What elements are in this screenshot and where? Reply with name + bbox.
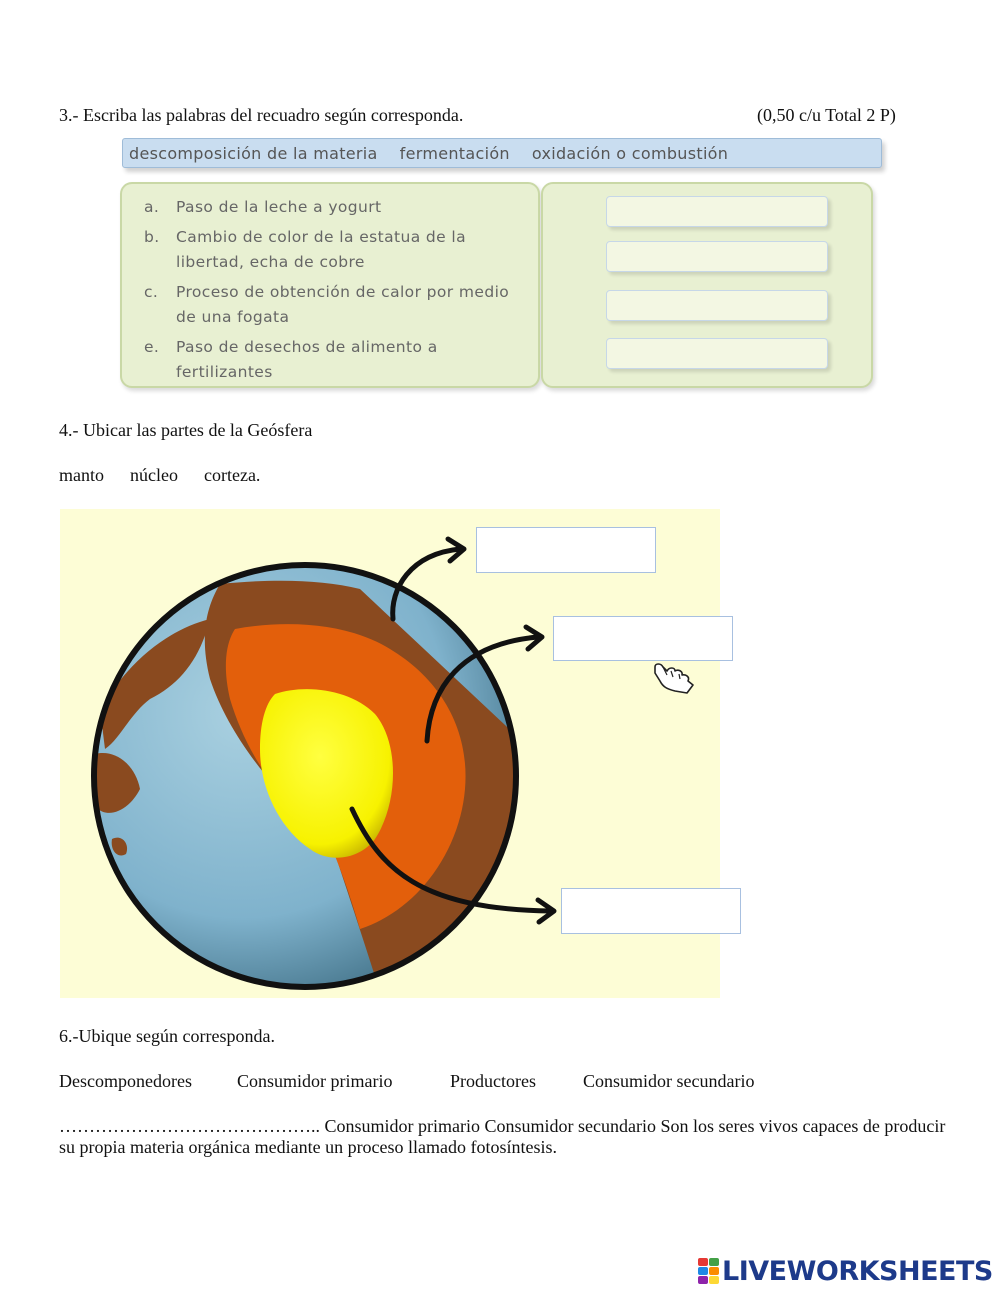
geosphere-label-input-3[interactable]	[561, 888, 741, 934]
answer-input-c[interactable]	[606, 290, 828, 321]
word-bank-item[interactable]: Descomponedores	[59, 1071, 192, 1091]
q3-item-b	[144, 225, 524, 275]
q3-item-a	[144, 195, 524, 220]
item-text: Cambio de color de la estatua de la libertad, echa de cobre	[176, 228, 467, 271]
brand-text: LIVEWORKSHEETS	[722, 1255, 993, 1287]
word-bank-item[interactable]: Productores	[450, 1071, 536, 1091]
word-bank-item: núcleo	[130, 465, 178, 485]
q3-points: (0,50 c/u Total 2 P)	[757, 105, 896, 125]
q6-word-bank	[0, 1071, 1000, 1095]
geosphere-label-input-1[interactable]	[476, 527, 656, 573]
answer-input-b[interactable]	[606, 241, 828, 272]
q4-word-bank	[59, 465, 282, 486]
q4-title: 4.- Ubicar las partes de la Geósfera	[59, 420, 313, 440]
q3-items-panel	[120, 182, 540, 388]
word-bank-item: fermentación	[399, 143, 510, 163]
q3-item-e	[144, 335, 524, 385]
item-text: Paso de la leche a yogurt	[176, 198, 382, 216]
item-text: Proceso de obtención de calor por medio de una fogata	[176, 283, 510, 326]
answer-input-a[interactable]	[606, 196, 828, 227]
geosphere-label-input-2[interactable]	[553, 616, 733, 661]
q3-word-bank	[122, 138, 882, 168]
item-letter: b.	[144, 228, 160, 246]
word-bank-item: oxidación o combustión	[531, 143, 729, 163]
word-bank-item: descomposición de la materia	[129, 143, 378, 163]
item-letter: a.	[144, 198, 160, 216]
q3-title: 3.- Escriba las palabras del recuadro según corresponda.	[59, 105, 464, 125]
liveworksheets-brand	[698, 1254, 993, 1288]
drag-hand-icon[interactable]	[651, 661, 699, 695]
item-letter: e.	[144, 338, 160, 356]
word-bank-item[interactable]: Consumidor primario	[237, 1071, 393, 1091]
word-bank-item[interactable]: Consumidor secundario	[583, 1071, 755, 1091]
answer-input-e[interactable]	[606, 338, 828, 369]
q6-title: 6.-Ubique según corresponda.	[59, 1026, 275, 1046]
item-text: Paso de desechos de alimento a fertilizantes	[176, 338, 438, 381]
q3-answers-panel	[541, 182, 873, 388]
liveworksheets-logo-icon	[698, 1258, 719, 1284]
item-letter: c.	[144, 283, 159, 301]
word-bank-item: corteza.	[203, 465, 261, 485]
q3-item-c	[144, 280, 524, 330]
q6-paragraph: …………………………………….. Consumidor primario Consumidor secundario Son los seres vivos capaces de producir su propia materia orgánica mediante un proceso llamado fotosíntesis.	[59, 1116, 946, 1157]
word-bank-item: manto	[59, 465, 104, 485]
